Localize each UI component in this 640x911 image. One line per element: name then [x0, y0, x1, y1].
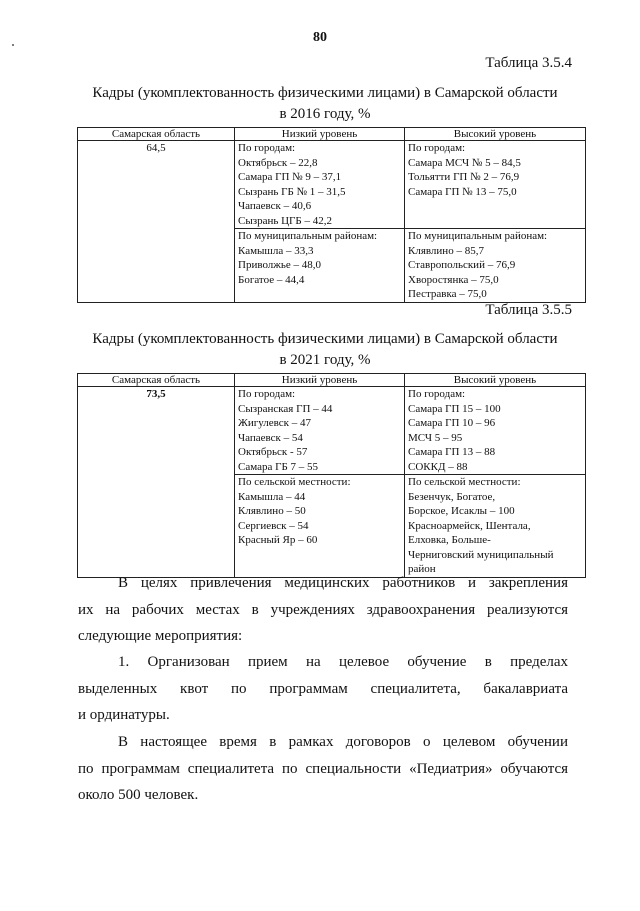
list-item: Ставропольский – 76,9 — [408, 259, 516, 271]
list-item: Самара ГП 10 – 96 — [408, 417, 496, 429]
list-item: Елховка, Больше- — [408, 534, 491, 546]
table1-region-value: 64,5 — [78, 141, 235, 303]
list-item: Сызрань ЦГБ – 42,2 — [238, 214, 332, 227]
table1-title-line1: Кадры (укомплектованность физическими лицами) в Самарской области — [92, 85, 558, 101]
list-item: Чапаевск – 40,6 — [238, 200, 312, 212]
paragraph-line: выделенных квот по программам специалитета, бакалавриата — [78, 680, 568, 697]
table1-header-row — [78, 128, 586, 141]
list-item: Камышла – 33,3 — [238, 244, 314, 257]
list-item: Богатое – 44,4 — [238, 273, 305, 286]
table2-region-value: 73,5 — [78, 387, 235, 578]
table2-row-cities — [78, 387, 586, 475]
table2-title-line1: Кадры (укомплектованность физическими лицами) в Самарской области — [92, 331, 558, 347]
table1-high-districts-cell — [405, 229, 586, 303]
paragraph-line: по программам специалитета по специальности «Педиатрия» обучаются — [78, 760, 568, 777]
list-item: Октябрьск - 57 — [238, 446, 308, 458]
paragraph-line: В настоящее время в рамках договоров о целевом обучении — [118, 734, 568, 750]
table1-header-high: Высокий уровень — [405, 128, 586, 141]
paragraph-line: и ординатуры. — [78, 707, 170, 723]
list-item: Чапаевск – 54 — [238, 431, 303, 444]
table1-row-cities — [78, 141, 586, 229]
cell-heading: По муниципальным районам: — [238, 230, 378, 242]
list-item: район — [408, 563, 436, 575]
table1-high-cities-cell — [405, 141, 586, 229]
list-item: Черниговский муниципальный — [408, 548, 554, 561]
list-item: Сызрань ГБ № 1 – 31,5 — [238, 185, 346, 198]
paragraph-line: 1. Организован прием на целевое обучение в пределах — [118, 654, 568, 670]
paragraph-3 — [78, 729, 568, 809]
table2-high-rural-cell — [405, 475, 586, 578]
list-item: Сергиевск – 54 — [238, 519, 309, 532]
cell-heading: По городам: — [238, 388, 296, 400]
paragraph-line: их на рабочих местах в учреждениях здравоохранения реализуются — [78, 601, 568, 618]
table2-title-line2: в 2021 году, % — [279, 352, 371, 368]
page-number: 80 — [313, 30, 327, 45]
list-item: Приволжье – 48,0 — [238, 259, 322, 271]
list-item: Красный Яр – 60 — [238, 534, 318, 546]
list-item: Октябрьск – 22,8 — [238, 156, 318, 169]
table2-low-rural-cell — [235, 475, 405, 578]
list-item: Самара ГП № 9 – 37,1 — [238, 171, 342, 183]
table1-header-low: Низкий уровень — [235, 128, 405, 141]
table2-header-low: Низкий уровень — [235, 374, 405, 387]
cell-heading: По сельской местности: — [238, 476, 351, 488]
table1-low-cities-cell — [235, 141, 405, 229]
table1-low-districts-cell — [235, 229, 405, 303]
table2-high-cities-cell — [405, 387, 586, 475]
table2-title — [70, 329, 580, 371]
list-item: Безенчук, Богатое, — [408, 490, 496, 503]
table2-header-high: Высокий уровень — [405, 374, 586, 387]
paragraph-line: около 500 человек. — [78, 787, 199, 803]
list-item: Самара ГП 15 – 100 — [408, 402, 501, 415]
list-item: Клявлино – 85,7 — [408, 244, 484, 257]
table2-header-region: Самарская область — [78, 374, 235, 387]
list-item: Самара ГП 13 – 88 — [408, 446, 496, 458]
table1-title-line2: в 2016 году, % — [279, 106, 371, 122]
list-item: Борское, Исаклы – 100 — [408, 505, 515, 517]
table1 — [77, 127, 586, 303]
list-item: Тольятти ГП № 2 – 76,9 — [408, 171, 520, 183]
table1-header-region: Самарская область — [78, 128, 235, 141]
table1-title — [70, 83, 580, 125]
list-item: Камышла – 44 — [238, 490, 306, 503]
list-item: Красноармейск, Шентала, — [408, 519, 531, 532]
table2 — [77, 373, 586, 578]
table2-header-row — [78, 374, 586, 387]
list-item: Клявлино – 50 — [238, 505, 306, 517]
list-item: Хворостянка – 75,0 — [408, 273, 499, 286]
list-item: Самара ГП № 13 – 75,0 — [408, 185, 517, 198]
paragraph-line: В целях привлечения медицинских работников и закрепления — [118, 575, 568, 591]
table2-caption: Таблица 3.5.5 — [485, 302, 572, 318]
list-item: Пестравка – 75,0 — [408, 288, 487, 300]
list-item: СОККД – 88 — [408, 460, 468, 473]
table2-low-cities-cell — [235, 387, 405, 475]
list-item: МСЧ 5 – 95 — [408, 431, 463, 444]
list-item: Сызранская ГП – 44 — [238, 402, 333, 415]
table1-caption: Таблица 3.5.4 — [485, 55, 572, 71]
cell-heading: По сельской местности: — [408, 476, 521, 488]
paragraph-line: следующие мероприятия: — [78, 628, 243, 644]
list-item: Жигулевск – 47 — [238, 417, 311, 429]
paragraph-1 — [78, 570, 568, 650]
list-item: Самара МСЧ № 5 – 84,5 — [408, 156, 521, 169]
cell-heading: По городам: — [238, 142, 296, 154]
paragraph-2 — [78, 649, 568, 729]
list-item: Самара ГБ 7 – 55 — [238, 460, 319, 473]
cell-heading: По городам: — [408, 142, 466, 154]
cell-heading: По городам: — [408, 388, 466, 400]
cell-heading: По муниципальным районам: — [408, 230, 548, 242]
